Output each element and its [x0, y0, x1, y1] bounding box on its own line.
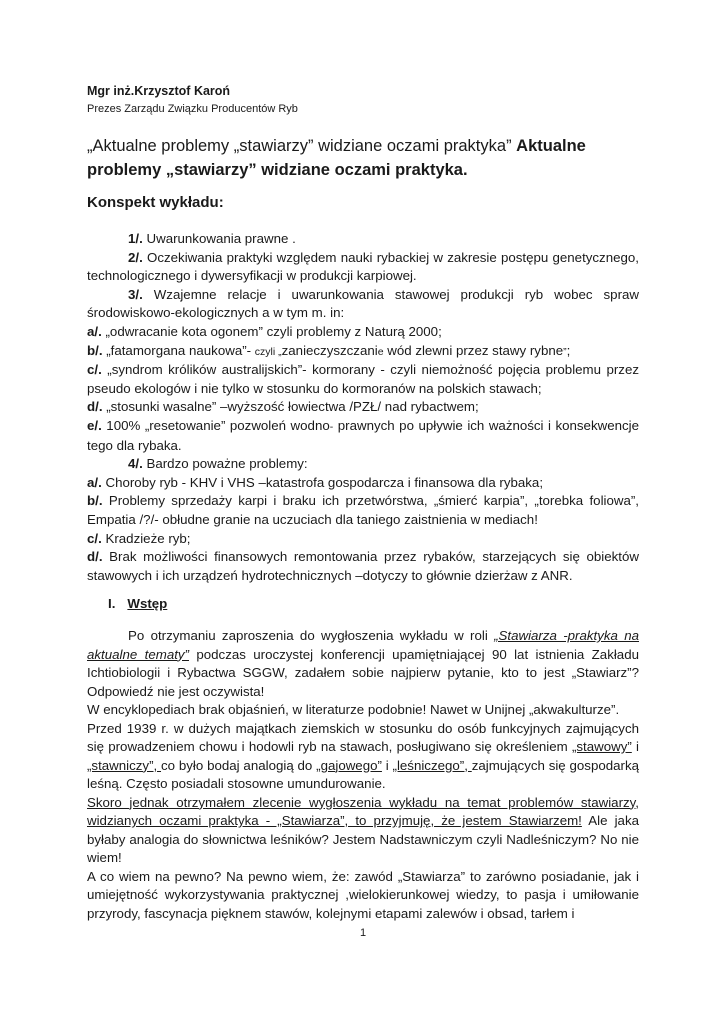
outline-item-2 [87, 249, 639, 286]
item-text: Uwarunkowania prawne . [142, 231, 296, 246]
underlined-term: „leśniczego”, [392, 757, 472, 773]
outline-subitem-4c [87, 530, 639, 549]
subitem-text: wód zlewni przez stawy rybne [383, 342, 564, 358]
paragraph-text: co było bodaj analogią do [161, 757, 317, 773]
subitem-label: c/. [87, 530, 102, 546]
subitem-label: b/. [87, 342, 103, 358]
outline-subitem-3b [87, 342, 639, 362]
paragraph-text: Po otrzymaniu zaproszenia do wygłoszenia wykładu w roli [128, 628, 495, 643]
intro-paragraph [87, 868, 639, 924]
paragraph-text: zajmujących się gospodarką leśną. Często posiadali stosowne umundurowanie. [87, 757, 640, 791]
author-role: Prezes Zarządu Związku Producentów Ryb [87, 103, 298, 115]
paragraph-text: Przed 1939 r. w dużych majątkach ziemskich w stosunku do osób funkcyjnych zajmujących się prowadzeniem chowu i hodowli ryb na stawach, posługiwano się określeniem [87, 720, 639, 754]
outline-item-4 [87, 455, 639, 474]
subitem-label: b/. [87, 493, 103, 509]
paragraph-text: podczas uroczystej konferencji upamiętniającej 90 lat istnienia Zakładu Ichtiobiologii i Rybactwa SGGW, zadałem sobie najpierw pytanie, kto to jest „Stawiarz”? Odpowiedź nie jest oczywista! [87, 646, 639, 699]
subitem-text: „odwracanie kota ogonem” czyli problemy z Naturą 2000; [101, 323, 442, 339]
paragraph-text: A co wiem na pewno? Na pewno wiem, że: zawód „Stawiarza” to zarówno posiadanie, jak i umiejętność wykorzystywania praktycznej ,wielokierunkowej wiedzy, to pasja i umiłowanie przyrody, fascynacja pięknem stawów, kolejnymi etapami zalewów i obsad, tarłem i [87, 868, 639, 921]
subitem-text: czyli „ [254, 345, 282, 358]
subitem-text: „stosunki wasalne” –wyższość łowiectwa /PZŁ/ nad rybactwem; [102, 399, 479, 415]
outline-subitem-4d [87, 548, 639, 585]
subitem-text: Choroby ryb - KHV i VHS –katastrofa gospodarcza i finansowa dla rybaka; [101, 474, 544, 490]
underlined-term: „stawowy” [571, 739, 632, 754]
konspekt-heading: Konspekt wykładu: [87, 194, 224, 211]
subitem-text: zanieczyszczani [281, 342, 378, 358]
outline-section [87, 230, 639, 585]
item-number: 1/. [128, 231, 143, 246]
subitem-text: 100% „resetowanie” pozwoleń wodno [101, 417, 330, 433]
paragraph-text: W encyklopediach brak objaśnień, w literaturze podobnie! Nawet w Unijnej „akwakulturze”. [87, 702, 620, 717]
subitem-text: prawnych po upływie ich ważności i konsekwencje tego dla rybaka. [87, 417, 639, 453]
subitem-text: „syndrom królików australijskich”- kormorany - czyli niemożność pojęcia problemu przez pseudo ekologów i nie tylko w stosunku do kormoranów na polskich stawach; [87, 362, 639, 396]
quoted-role-title: „Stawiarza -praktyka na aktualne tematy” [87, 628, 639, 662]
section-heading [108, 596, 408, 611]
subitem-label: e/. [87, 417, 102, 433]
underlined-sentence: Skoro jednak otrzymałem zlecenie wygłoszenia wykładu na temat problemów stawiarzy, widzianych oczami praktyka - „Stawiarza”, to przyjmuję, że jestem Stawiarzem! [87, 794, 639, 828]
subitem-label: d/. [87, 399, 103, 415]
section-title: Wstęp [127, 596, 168, 611]
paragraph-text: i [631, 739, 639, 754]
item-text: Oczekiwania praktyki względem nauki rybackiej w zakresie postępu genetycznego, technologicznego i dywersyfikacji w produkcji karpiowej. [87, 249, 639, 284]
underlined-term: „stawniczy”, [87, 757, 162, 773]
subitem-label: c/. [87, 362, 102, 378]
subitem-text: - [329, 420, 334, 433]
underlined-term: „gajowego” [316, 757, 382, 773]
subitem-label: a/. [87, 323, 102, 339]
title-bold: Aktualne problemy „stawiarzy” widziane oczami praktyka. [87, 137, 586, 179]
page-number: 1 [359, 927, 367, 939]
subitem-label: d/. [87, 549, 103, 565]
subitem-label: a/. [87, 474, 102, 490]
subitem-text: ; [566, 342, 571, 358]
item-text: Bardzo poważne problemy: [142, 456, 308, 472]
intro-paragraph [87, 627, 639, 701]
outline-subitem-3d [87, 398, 639, 417]
subitem-text: ” [563, 345, 567, 358]
title-regular: „Aktualne problemy „stawiarzy” widziane oczami praktyka” [87, 137, 512, 155]
section-number: I. [108, 596, 116, 611]
subitem-text: „fatamorgana naukowa”- [102, 342, 255, 358]
intro-paragraph [87, 794, 639, 868]
outline-subitem-3a [87, 323, 639, 342]
intro-paragraph [87, 701, 639, 720]
outline-item-3 [87, 286, 639, 323]
subitem-text: e [377, 345, 384, 358]
item-number: 4/. [128, 456, 143, 472]
paragraph-text: i [381, 757, 393, 773]
subitem-text: Brak możliwości finansowych remontowania przez rybaków, starzejących się obiektów stawowych i ich urządzeń hydrotechnicznych –dotyczy to głównie dzierżaw z ANR. [87, 549, 639, 583]
outline-subitem-3e [87, 417, 639, 455]
outline-subitem-4b [87, 492, 639, 529]
item-text: Wzajemne relacje i uwarunkowania stawowej produkcji ryb wobec spraw środowiskowo-ekologicznych a w tym m. in: [87, 286, 639, 321]
paragraph-text: Ale jaka byłaby analogia do słownictwa leśników? Jestem Nadstawniczym czyli Nadleśniczym? No nie wiem! [87, 813, 639, 865]
document-title [87, 134, 639, 182]
outline-subitem-3c [87, 361, 639, 398]
subitem-text: Problemy sprzedaży karpi i braku ich przetwórstwa, „śmierć karpia”, „torebka foliowa”, Empatia /?/- obłudne granie na uczuciach dla taniego zaistnienia w mediach! [87, 493, 639, 527]
subitem-text: Kradzieże ryb; [101, 530, 191, 546]
item-number: 3/. [128, 286, 143, 302]
intro-paragraph [87, 720, 639, 794]
outline-item-1 [87, 230, 639, 249]
item-number: 2/. [128, 249, 143, 265]
intro-section [87, 627, 639, 923]
outline-subitem-4a [87, 474, 639, 493]
author-name: Mgr inż.Krzysztof Karoń [87, 84, 231, 98]
